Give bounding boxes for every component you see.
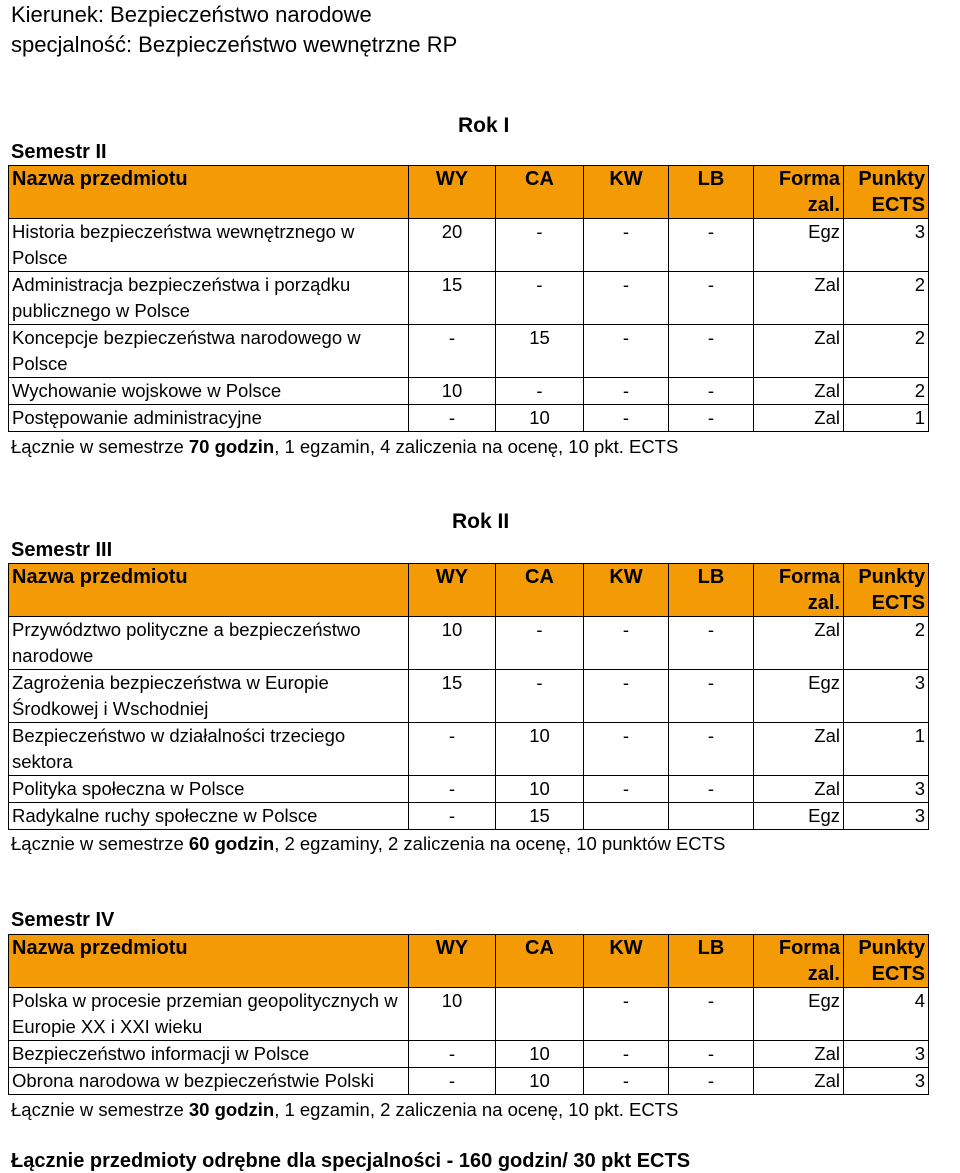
hours-lb: - <box>669 776 754 803</box>
course-name: Wychowanie wojskowe w Polsce <box>9 378 409 405</box>
course-name: Zagrożenia bezpieczeństwa w Europie Środkowej i Wschodniej <box>9 670 409 723</box>
hours-wy: 15 <box>409 272 496 325</box>
assessment-form: Egz <box>754 988 844 1041</box>
hours-ca: - <box>496 219 584 272</box>
table-row <box>9 219 929 272</box>
hours-lb: - <box>669 378 754 405</box>
table-row <box>9 1041 929 1068</box>
hours-ca: - <box>496 670 584 723</box>
hours-wy: - <box>409 723 496 776</box>
ects-points: 3 <box>844 219 929 272</box>
header-cell-ects <box>844 935 929 988</box>
hours-lb: - <box>669 325 754 378</box>
ects-points: 3 <box>844 776 929 803</box>
course-name: Radykalne ruchy społeczne w Polsce <box>9 803 409 830</box>
semester-label: Semestr IV <box>11 909 115 931</box>
hours-kw: - <box>584 378 669 405</box>
hours-ca: 15 <box>496 325 584 378</box>
hours-kw <box>584 803 669 830</box>
hours-wy: 20 <box>409 219 496 272</box>
header-cell-forma-line2: zal. <box>807 963 840 985</box>
specialization-title: specjalność: Bezpieczeństwo wewnętrzne RP <box>11 32 458 57</box>
header-cell-forma <box>754 166 844 219</box>
hours-kw: - <box>584 219 669 272</box>
header-cell-ects-line2: ECTS <box>871 592 925 614</box>
course-name: Postępowanie administracyjne <box>9 405 409 432</box>
assessment-form: Zal <box>754 325 844 378</box>
table-row <box>9 1068 929 1095</box>
hours-wy: 15 <box>409 670 496 723</box>
hours-wy: - <box>409 405 496 432</box>
hours-ca: 10 <box>496 1068 584 1095</box>
assessment-form: Zal <box>754 1068 844 1095</box>
semester-table <box>8 934 929 1095</box>
course-name: Bezpieczeństwo w działalności trzeciego sektora <box>9 723 409 776</box>
header-cell-ects-line1: Punkty <box>858 168 925 190</box>
hours-kw: - <box>584 1068 669 1095</box>
header-cell-ects <box>844 564 929 617</box>
assessment-form: Zal <box>754 405 844 432</box>
header-cell-lb: LB <box>669 935 754 988</box>
hours-kw: - <box>584 617 669 670</box>
hours-kw: - <box>584 405 669 432</box>
hours-ca: 10 <box>496 405 584 432</box>
header-cell-ects-line1: Punkty <box>858 566 925 588</box>
hours-kw: - <box>584 325 669 378</box>
semester-label: Semestr II <box>11 141 107 163</box>
header-cell-name: Nazwa przedmiotu <box>9 166 409 219</box>
header-cell-name: Nazwa przedmiotu <box>9 564 409 617</box>
hours-ca: - <box>496 617 584 670</box>
hours-kw: - <box>584 670 669 723</box>
table-row <box>9 378 929 405</box>
ects-points: 3 <box>844 670 929 723</box>
hours-lb <box>669 803 754 830</box>
semester-table <box>8 563 929 830</box>
program-title: Kierunek: Bezpieczeństwo narodowe <box>11 2 372 27</box>
ects-points: 1 <box>844 405 929 432</box>
hours-lb: - <box>669 405 754 432</box>
assessment-form: Egz <box>754 670 844 723</box>
hours-kw: - <box>584 988 669 1041</box>
hours-kw: - <box>584 776 669 803</box>
assessment-form: Zal <box>754 1041 844 1068</box>
course-name: Administracja bezpieczeństwa i porządku publicznego w Polsce <box>9 272 409 325</box>
ects-points: 4 <box>844 988 929 1041</box>
hours-wy: 10 <box>409 617 496 670</box>
hours-wy: - <box>409 325 496 378</box>
table-header-row <box>9 935 929 988</box>
ects-points: 2 <box>844 617 929 670</box>
hours-ca <box>496 988 584 1041</box>
hours-wy: - <box>409 1068 496 1095</box>
header-cell-name: Nazwa przedmiotu <box>9 935 409 988</box>
header-cell-ca: CA <box>496 935 584 988</box>
hours-kw: - <box>584 723 669 776</box>
course-name: Polska w procesie przemian geopolitycznych w Europie XX i XXI wieku <box>9 988 409 1041</box>
hours-lb: - <box>669 272 754 325</box>
table-header-row <box>9 564 929 617</box>
header-cell-forma-line2: zal. <box>807 592 840 614</box>
hours-ca: - <box>496 272 584 325</box>
hours-wy: 10 <box>409 988 496 1041</box>
course-name: Przywództwo polityczne a bezpieczeństwo narodowe <box>9 617 409 670</box>
header-cell-kw: KW <box>584 935 669 988</box>
hours-lb: - <box>669 617 754 670</box>
header-cell-ca: CA <box>496 564 584 617</box>
assessment-form: Zal <box>754 272 844 325</box>
hours-lb: - <box>669 988 754 1041</box>
semester-summary: Łącznie w semestrze 30 godzin, 1 egzamin, 2 zaliczenia na ocenę, 10 pkt. ECTS <box>11 1099 679 1120</box>
header-cell-forma-line1: Forma <box>778 937 840 959</box>
header-cell-forma <box>754 935 844 988</box>
table-row <box>9 405 929 432</box>
course-name: Obrona narodowa w bezpieczeństwie Polski <box>9 1068 409 1095</box>
ects-points: 3 <box>844 803 929 830</box>
year-label: Rok II <box>452 510 510 533</box>
grand-total: Łącznie przedmioty odrębne dla specjalności - 160 godzin/ 30 pkt ECTS <box>11 1150 691 1172</box>
ects-points: 3 <box>844 1068 929 1095</box>
header-cell-forma-line1: Forma <box>778 566 840 588</box>
hours-lb: - <box>669 670 754 723</box>
header-cell-forma-line1: Forma <box>778 168 840 190</box>
header-cell-ects-line2: ECTS <box>871 963 925 985</box>
assessment-form: Zal <box>754 617 844 670</box>
table-row <box>9 988 929 1041</box>
header-cell-ects <box>844 166 929 219</box>
hours-ca: 15 <box>496 803 584 830</box>
year-label: Rok I <box>458 114 510 137</box>
table-row <box>9 723 929 776</box>
hours-kw: - <box>584 272 669 325</box>
header-cell-ects-line2: ECTS <box>871 194 925 216</box>
hours-wy: - <box>409 803 496 830</box>
table-row <box>9 670 929 723</box>
course-name: Koncepcje bezpieczeństwa narodowego w Polsce <box>9 325 409 378</box>
ects-points: 2 <box>844 325 929 378</box>
hours-ca: 10 <box>496 1041 584 1068</box>
header-cell-ects-line1: Punkty <box>858 937 925 959</box>
hours-wy: - <box>409 1041 496 1068</box>
hours-lb: - <box>669 1041 754 1068</box>
hours-kw: - <box>584 1041 669 1068</box>
table-row <box>9 776 929 803</box>
hours-lb: - <box>669 219 754 272</box>
ects-points: 1 <box>844 723 929 776</box>
header-cell-kw: KW <box>584 166 669 219</box>
course-name: Historia bezpieczeństwa wewnętrznego w Polsce <box>9 219 409 272</box>
ects-points: 3 <box>844 1041 929 1068</box>
header-cell-lb: LB <box>669 564 754 617</box>
hours-lb: - <box>669 1068 754 1095</box>
assessment-form: Zal <box>754 776 844 803</box>
semester-table <box>8 165 929 432</box>
table-row <box>9 325 929 378</box>
header-cell-wy: WY <box>409 935 496 988</box>
assessment-form: Egz <box>754 219 844 272</box>
table-header-row <box>9 166 929 219</box>
ects-points: 2 <box>844 272 929 325</box>
table-row <box>9 803 929 830</box>
header-cell-forma <box>754 564 844 617</box>
header-cell-kw: KW <box>584 564 669 617</box>
hours-ca: - <box>496 378 584 405</box>
hours-ca: 10 <box>496 723 584 776</box>
table-row <box>9 272 929 325</box>
semester-summary: Łącznie w semestrze 70 godzin, 1 egzamin, 4 zaliczenia na ocenę, 10 pkt. ECTS <box>11 436 679 457</box>
header-cell-wy: WY <box>409 564 496 617</box>
assessment-form: Egz <box>754 803 844 830</box>
assessment-form: Zal <box>754 723 844 776</box>
hours-ca: 10 <box>496 776 584 803</box>
assessment-form: Zal <box>754 378 844 405</box>
table-row <box>9 617 929 670</box>
semester-summary: Łącznie w semestrze 60 godzin, 2 egzaminy, 2 zaliczenia na ocenę, 10 punktów ECTS <box>11 833 726 854</box>
hours-wy: 10 <box>409 378 496 405</box>
course-name: Bezpieczeństwo informacji w Polsce <box>9 1041 409 1068</box>
header-cell-lb: LB <box>669 166 754 219</box>
ects-points: 2 <box>844 378 929 405</box>
header-cell-ca: CA <box>496 166 584 219</box>
course-name: Polityka społeczna w Polsce <box>9 776 409 803</box>
header-cell-wy: WY <box>409 166 496 219</box>
hours-lb: - <box>669 723 754 776</box>
semester-label: Semestr III <box>11 539 113 561</box>
hours-wy: - <box>409 776 496 803</box>
header-cell-forma-line2: zal. <box>807 194 840 216</box>
